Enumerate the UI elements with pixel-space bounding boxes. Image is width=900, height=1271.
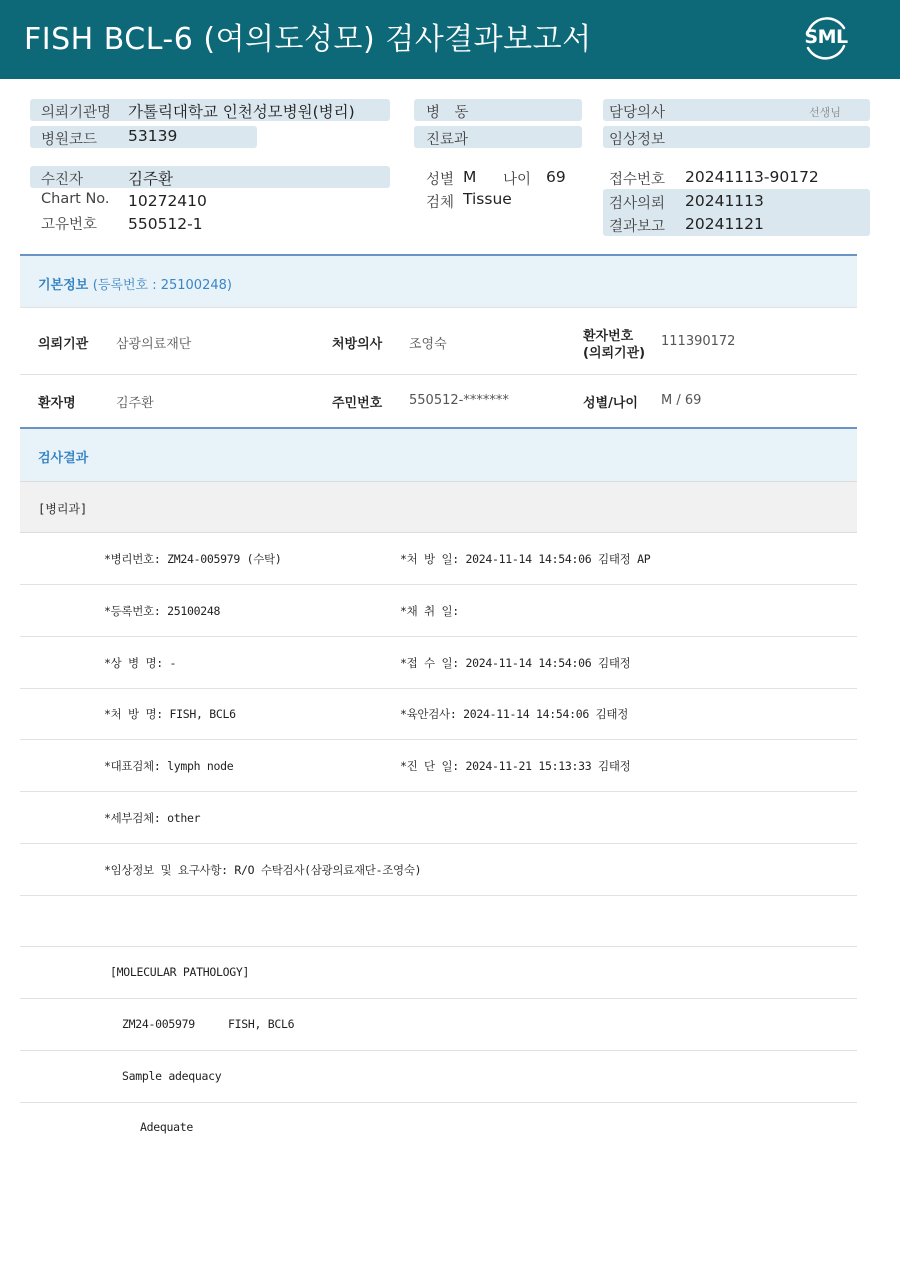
result-left: *임상정보 및 요구사항: R/O 수탁검사(삼광의료재단-조영숙) xyxy=(104,863,422,877)
doctor-suffix: 선생님 xyxy=(809,106,841,119)
receipt-value: 20241113-90172 xyxy=(685,168,819,186)
adequacy-value-row xyxy=(20,1102,857,1154)
result-row xyxy=(20,585,857,637)
sex-age-key: 성별/나이 xyxy=(583,396,638,411)
result-left: *병리번호: ZM24-005979 (수탁) xyxy=(104,552,282,566)
doctor-label: 담당의사 xyxy=(609,105,666,121)
clinical-label: 임상정보 xyxy=(609,132,666,148)
chart-label: Chart No. xyxy=(41,191,110,207)
result-row xyxy=(20,688,857,740)
institution-key: 의뢰기관 xyxy=(38,337,89,352)
institution-val: 삼광의료재단 xyxy=(116,337,192,352)
result-row xyxy=(20,740,857,792)
request-value: 20241113 xyxy=(685,192,764,210)
patient-label: 수진자 xyxy=(41,172,84,188)
result-row xyxy=(20,533,857,585)
unique-label: 고유번호 xyxy=(41,217,98,233)
report-header xyxy=(0,0,900,79)
rrn-key: 주민번호 xyxy=(332,396,383,411)
adequacy-label: Sample adequacy xyxy=(122,1069,222,1083)
request-label: 검사의뢰 xyxy=(609,196,666,212)
specimen-label: 검체 xyxy=(426,195,455,211)
report-label: 결과보고 xyxy=(609,219,666,235)
prescriber-key: 처방의사 xyxy=(332,337,383,352)
result-row xyxy=(20,844,857,896)
receipt-label: 접수번호 xyxy=(609,172,666,188)
hospital-code-label: 병원코드 xyxy=(41,132,98,148)
chart-value: 10272410 xyxy=(128,192,207,210)
molecular-title-row xyxy=(20,947,857,999)
patient-box xyxy=(30,166,390,188)
basic-info-header xyxy=(20,254,857,307)
sml-logo xyxy=(800,12,852,64)
age-label: 나이 xyxy=(503,172,532,188)
department-band xyxy=(20,481,857,533)
report-value: 20241121 xyxy=(685,215,764,233)
sex-label: 성별 xyxy=(426,172,455,188)
molecular-title: [MOLECULAR PATHOLOGY] xyxy=(110,965,250,979)
patient-name-val: 김주환 xyxy=(116,396,154,411)
patient-number-key-1: 환자번호 xyxy=(583,329,634,344)
department-name: [병리과] xyxy=(38,502,88,516)
ward-label: 병 동 xyxy=(426,105,469,121)
report-title: FISH BCL-6 (여의도성모) 검사결과보고서 xyxy=(24,22,592,57)
result-right: *진 단 일: 2024-11-21 15:13:33 김태정 xyxy=(400,759,631,773)
result-right: *채 취 일: xyxy=(400,604,459,618)
result-left: *처 방 명: FISH, BCL6 xyxy=(104,707,236,721)
prescriber-val: 조영숙 xyxy=(409,337,447,352)
results-title: 검사결과 xyxy=(38,451,89,466)
basic-info-row-1 xyxy=(20,307,857,375)
result-right: *접 수 일: 2024-11-14 14:54:06 김태정 xyxy=(400,656,631,670)
result-left: *등록번호: 25100248 xyxy=(104,604,221,618)
hospital-code-value: 53139 xyxy=(128,127,178,145)
blank-row xyxy=(20,895,857,947)
age-value: 69 xyxy=(546,168,566,186)
result-left: *세부검체: other xyxy=(104,811,201,825)
molecular-id: ZM24-005979 FISH, BCL6 xyxy=(122,1017,295,1031)
sex-value: M xyxy=(463,168,477,186)
result-right: *처 방 일: 2024-11-14 14:54:06 김태정 AP xyxy=(400,552,651,566)
basic-info-title xyxy=(38,274,232,293)
patient-number-val: 111390172 xyxy=(661,334,736,349)
result-row xyxy=(20,637,857,689)
molecular-id-row xyxy=(20,999,857,1051)
specimen-value: Tissue xyxy=(463,190,512,208)
department-label: 진료과 xyxy=(426,132,469,148)
logo-text: SML xyxy=(804,26,848,48)
adequacy-label-row xyxy=(20,1051,857,1103)
result-row xyxy=(20,792,857,844)
results-header xyxy=(20,427,857,481)
adequacy-value: Adequate xyxy=(140,1120,193,1134)
result-left: *상 병 명: - xyxy=(104,656,177,670)
unique-value: 550512-1 xyxy=(128,215,203,233)
institution-label: 의뢰기관명 xyxy=(41,105,112,121)
institution-value: 가톨릭대학교 인천성모병원(병리) xyxy=(128,103,355,121)
patient-value: 김주환 xyxy=(128,170,173,188)
basic-info-row-2 xyxy=(20,375,857,427)
patient-name-key: 환자명 xyxy=(38,396,76,411)
sex-age-val: M / 69 xyxy=(661,393,702,408)
rrn-val: 550512-******* xyxy=(409,393,509,408)
result-right: *육안검사: 2024-11-14 14:54:06 김태정 xyxy=(400,707,629,721)
patient-number-key-2: (의뢰기관) xyxy=(583,346,646,361)
registration-number: (등록번호 : 25100248) xyxy=(92,278,232,293)
result-left: *대표검체: lymph node xyxy=(104,759,234,773)
basic-info-title-text: 기본정보 xyxy=(38,278,89,293)
